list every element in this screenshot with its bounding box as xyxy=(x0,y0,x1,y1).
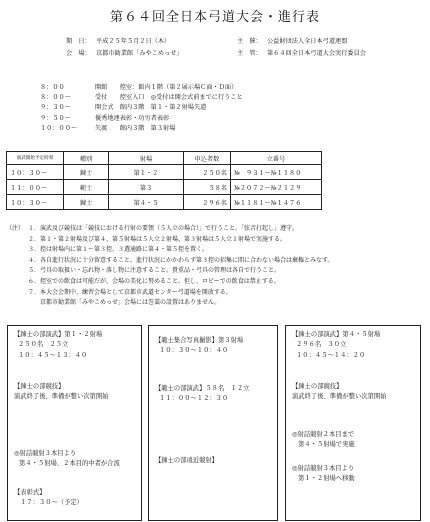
schedule-text: 矢渡 館内３階 第３射場 xyxy=(95,124,176,132)
middle-section-1 xyxy=(155,336,243,357)
right-section-1 xyxy=(292,330,380,361)
table-cell: 範士 xyxy=(64,180,109,195)
note-item xyxy=(6,256,334,267)
notes-section xyxy=(6,224,334,309)
table-cell: 錬士 xyxy=(64,195,109,210)
table-header: 演武開始予定時刻 xyxy=(7,152,64,165)
schedule-text: 受付 控室入口 ◎受付は開会式前までに行うこと xyxy=(95,94,243,102)
schedule-text: 開館 控室：館内１階（第２展示場Ｃ面・Ｄ面） xyxy=(95,84,238,91)
table-cell: 第１・２ xyxy=(109,165,184,180)
right-section-4 xyxy=(292,464,355,485)
box-hanshi-shajo-3 xyxy=(148,325,278,521)
left-section-3 xyxy=(14,449,120,470)
box-renshi-shajo-4-5 xyxy=(285,325,421,521)
table-cell: 第３ xyxy=(109,180,184,195)
table-header: 種別 xyxy=(64,152,109,165)
note-item xyxy=(6,245,334,256)
table-header: 射場 xyxy=(109,152,184,165)
note-text: ４．各自進行状況に十分留意すること。進行状況にかかわらず第３控の招集に間に合わない場合は棄権とみなす。 xyxy=(28,256,334,264)
table-row xyxy=(7,165,322,180)
organizer-label: 主 管： xyxy=(237,50,262,57)
left-s2-title: 【錬士の部競技】 xyxy=(14,383,65,390)
schedule-item xyxy=(40,93,243,103)
table-cell: №２０７２～№２１２９ xyxy=(231,180,322,195)
document-title: 第６４回全日本弓道大会・進行表 xyxy=(109,10,320,25)
note-item xyxy=(6,288,334,299)
note-text: ７．本大会会期中、練習会場として京都市武道センター弓道場を開放する。 xyxy=(28,288,232,296)
venue-value: 京都市勧業館「みやこめっせ」 xyxy=(96,50,183,57)
organizer-value: 第６４回全日本弓道大会実行委員会 xyxy=(267,50,366,57)
right-s1-title: 【錬士の部演武】第４・５射場 xyxy=(292,331,381,338)
schedule-text: 開会式 館内３階 第１・第２射場矢道 xyxy=(95,104,207,112)
middle-section-2 xyxy=(155,384,249,405)
note-item xyxy=(6,224,334,235)
note-text: 京都市勧業館「みやこめっせ」会場には巻藁の設置はありません。 xyxy=(40,299,221,307)
table-header-row xyxy=(7,152,322,165)
table-cell: №１１８１～№１４７６ xyxy=(231,195,322,210)
note-item xyxy=(6,266,334,277)
venue-label: 会 場： xyxy=(66,50,91,57)
table-row xyxy=(7,180,322,195)
left-s4-time: １７：３０～（予定） xyxy=(20,499,83,507)
middle-s2-time: １１：００～１２：３０ xyxy=(159,395,229,403)
right-section-3 xyxy=(292,430,355,451)
schedule-time: ８：００ xyxy=(40,84,65,91)
right-section-2 xyxy=(292,382,386,403)
left-section-1 xyxy=(14,330,102,361)
note-text: ２．第１・第２射場及び第４、第５射場は５人立２射場、第３射場は５人立１射場で実施する。 xyxy=(28,235,287,243)
table-cell: １１：００～ xyxy=(7,180,64,195)
middle-section-3 xyxy=(155,456,218,466)
schedule-item xyxy=(40,124,243,134)
right-s3-title: ◎射詰競射２本目まで xyxy=(292,431,355,438)
schedule-text: 優秀地連表彰・功労者表彰 xyxy=(95,114,170,122)
table-header: 立番号 xyxy=(231,152,322,165)
date-label: 期 日： xyxy=(66,38,91,45)
right-s3-text: 第４・５射場で実施 xyxy=(298,441,355,449)
left-section-2 xyxy=(14,382,108,403)
date-value: 平成２５年５月２日（木） xyxy=(96,38,171,45)
host-label: 主 催： xyxy=(237,38,262,45)
note-text: ３．控は射場内に第１～第３控、３選通路に第４・第５控を置く。 xyxy=(28,246,208,254)
schedule-time: ９：５０～ xyxy=(40,114,71,122)
meta-host xyxy=(237,37,347,47)
table-cell: ２９６名 xyxy=(184,195,231,210)
right-s4-text: 第１・２射場へ移動 xyxy=(298,475,355,483)
note-item xyxy=(6,235,334,246)
right-s2-text: 演武終了後、準備が整い次第開始 xyxy=(292,393,387,401)
table-row xyxy=(7,195,322,210)
meta-date xyxy=(66,37,170,47)
schedule-item xyxy=(40,114,243,124)
left-s3-text: 第４・５射場、２本目的中者が合流 xyxy=(19,460,120,468)
schedule-item xyxy=(40,83,243,93)
table-header: 申込者数 xyxy=(184,152,231,165)
right-s2-title: 【錬士の部競技】 xyxy=(292,383,343,390)
left-s1-count: ２５０名 ２５立 xyxy=(18,341,69,349)
note-text: ５．弓具の取扱い・忘れ物・落し物に注意すること。貴重品・弓具の管理は各自で行うこと。 xyxy=(28,267,281,275)
table-cell: １０：３０～ xyxy=(7,165,64,180)
middle-s1-title: 【範士集合写真撮影】第３射場 xyxy=(155,337,244,344)
schedule-time: ８：００～ xyxy=(40,94,71,102)
left-s4-title: 【表彰式】 xyxy=(14,489,46,496)
schedule-list xyxy=(40,83,243,134)
table-cell: ２５０名 xyxy=(184,165,231,180)
host-value: 公益財団法人全日本弓道連盟 xyxy=(267,38,348,45)
middle-s2-title: 【範士の部演武】５８名 １２立 xyxy=(155,385,250,392)
event-table xyxy=(6,151,322,210)
notes-lead: （注） xyxy=(6,225,25,232)
right-s1-count: ２９６名 ３０立 xyxy=(296,341,347,349)
meta-venue xyxy=(66,49,183,59)
left-section-4 xyxy=(14,488,83,509)
schedule-item xyxy=(40,103,243,113)
left-s1-title: 【錬士の部演武】第１・２射場 xyxy=(14,331,103,338)
note-text: １．演武及び競技は「競技における行射の要領（５人立の場合）」で行うこと。「弦音打起し」遵守。 xyxy=(28,225,299,232)
middle-s1-time: １０：３０～１０：４０ xyxy=(159,347,229,355)
schedule-time: ９：３０～ xyxy=(40,104,71,112)
left-s2-text: 演武終了後、準備が整い次第開始 xyxy=(14,393,109,401)
left-s1-time: １０：４５～１３：４０ xyxy=(18,351,88,359)
note-item xyxy=(6,298,334,309)
table-cell: 第４・５ xyxy=(109,195,184,210)
left-s3-title: ◎射詰競射３本目より xyxy=(14,450,77,457)
meta-organizer xyxy=(237,49,366,59)
table-cell: ５８名 xyxy=(184,180,231,195)
middle-s3-title: 【錬士の部遠近競射】 xyxy=(155,457,218,464)
right-s4-title: ◎射詰競射３本目より xyxy=(292,465,355,472)
table-cell: № ９３１～№１１８０ xyxy=(231,165,322,180)
note-item xyxy=(6,277,334,288)
note-text: ６．控室での飲食は可能だが、会場の美化に努めること。但し、ロビーでの飲食は禁止する。 xyxy=(28,277,280,285)
box-renshi-shajo-1-2 xyxy=(7,325,142,521)
right-s1-time: １０：４５～１４：２０ xyxy=(296,351,366,359)
table-cell: 錬士 xyxy=(64,165,109,180)
schedule-time: １０：００～ xyxy=(40,124,78,132)
table-cell: １０：３０～ xyxy=(7,195,64,210)
